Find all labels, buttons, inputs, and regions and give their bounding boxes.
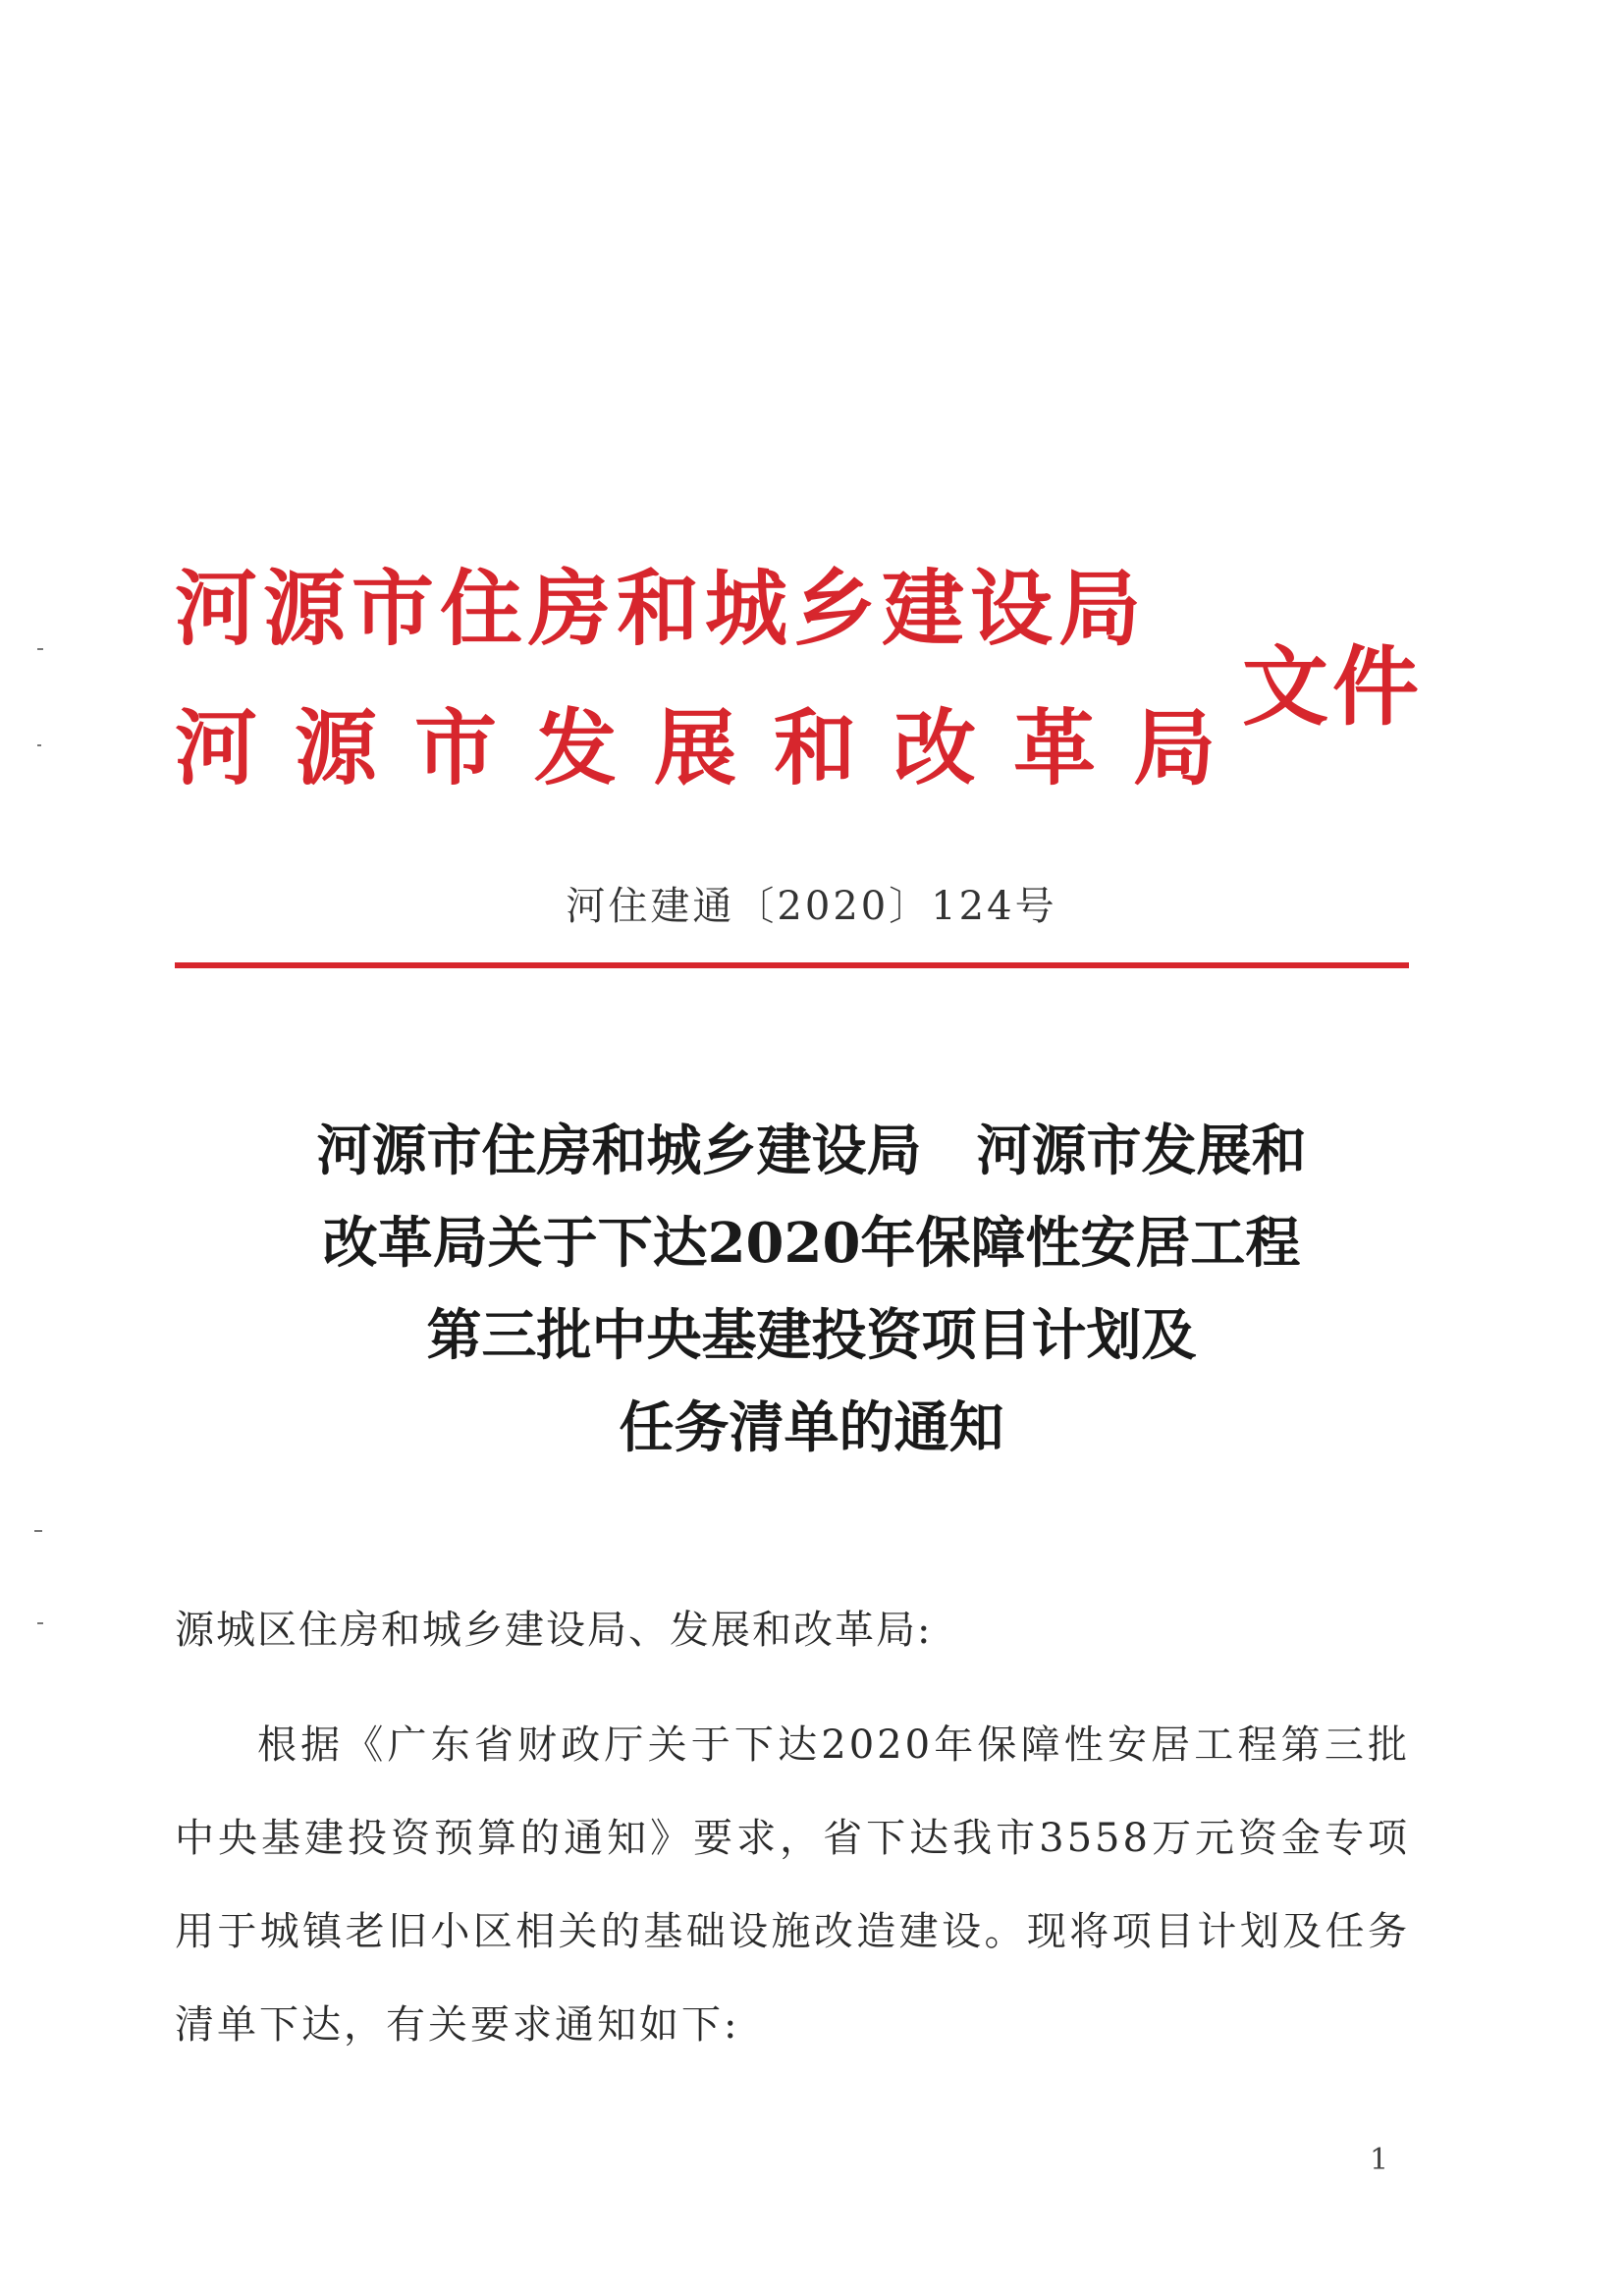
notice-title xyxy=(0,1105,1623,1474)
title-line: 任务清单的通知 xyxy=(619,1395,1004,1460)
title-line: 第三批中央基建投资项目计划及 xyxy=(426,1303,1197,1368)
document-header-suffix: 文件 xyxy=(1242,635,1424,738)
scan-speck xyxy=(37,744,41,746)
red-divider-line xyxy=(175,962,1409,968)
title-line: 河源市住房和城乡建设局 河源市发展和 xyxy=(316,1119,1307,1183)
page-number: 1 xyxy=(1370,2143,1389,2177)
document-number: 河住建通〔2020〕124号 xyxy=(566,884,1057,929)
scan-speck xyxy=(34,1530,42,1532)
scan-speck xyxy=(37,1622,43,1624)
recipient-salutation: 源城区住房和城乡建设局、发展和改革局: xyxy=(175,1608,933,1653)
scan-speck xyxy=(37,648,43,650)
title-line: 改革局关于下达2020年保障性安居工程 xyxy=(322,1211,1301,1276)
issuer-line-development-bureau: 河源市发展和改革局 xyxy=(175,699,1254,796)
issuer-line-housing-bureau: 河源市住房和城乡建设局 xyxy=(175,560,1148,657)
body-paragraph: 根据《广东省财政厅关于下达2020年保障性安居工程第三批中央基建投资预算的通知》要求，省下达我市3558万元资金专项用于城镇老旧小区相关的基础设施改造建设。现将项目计划及任务清单下达，有关要求通知如下: xyxy=(175,1722,1410,2048)
